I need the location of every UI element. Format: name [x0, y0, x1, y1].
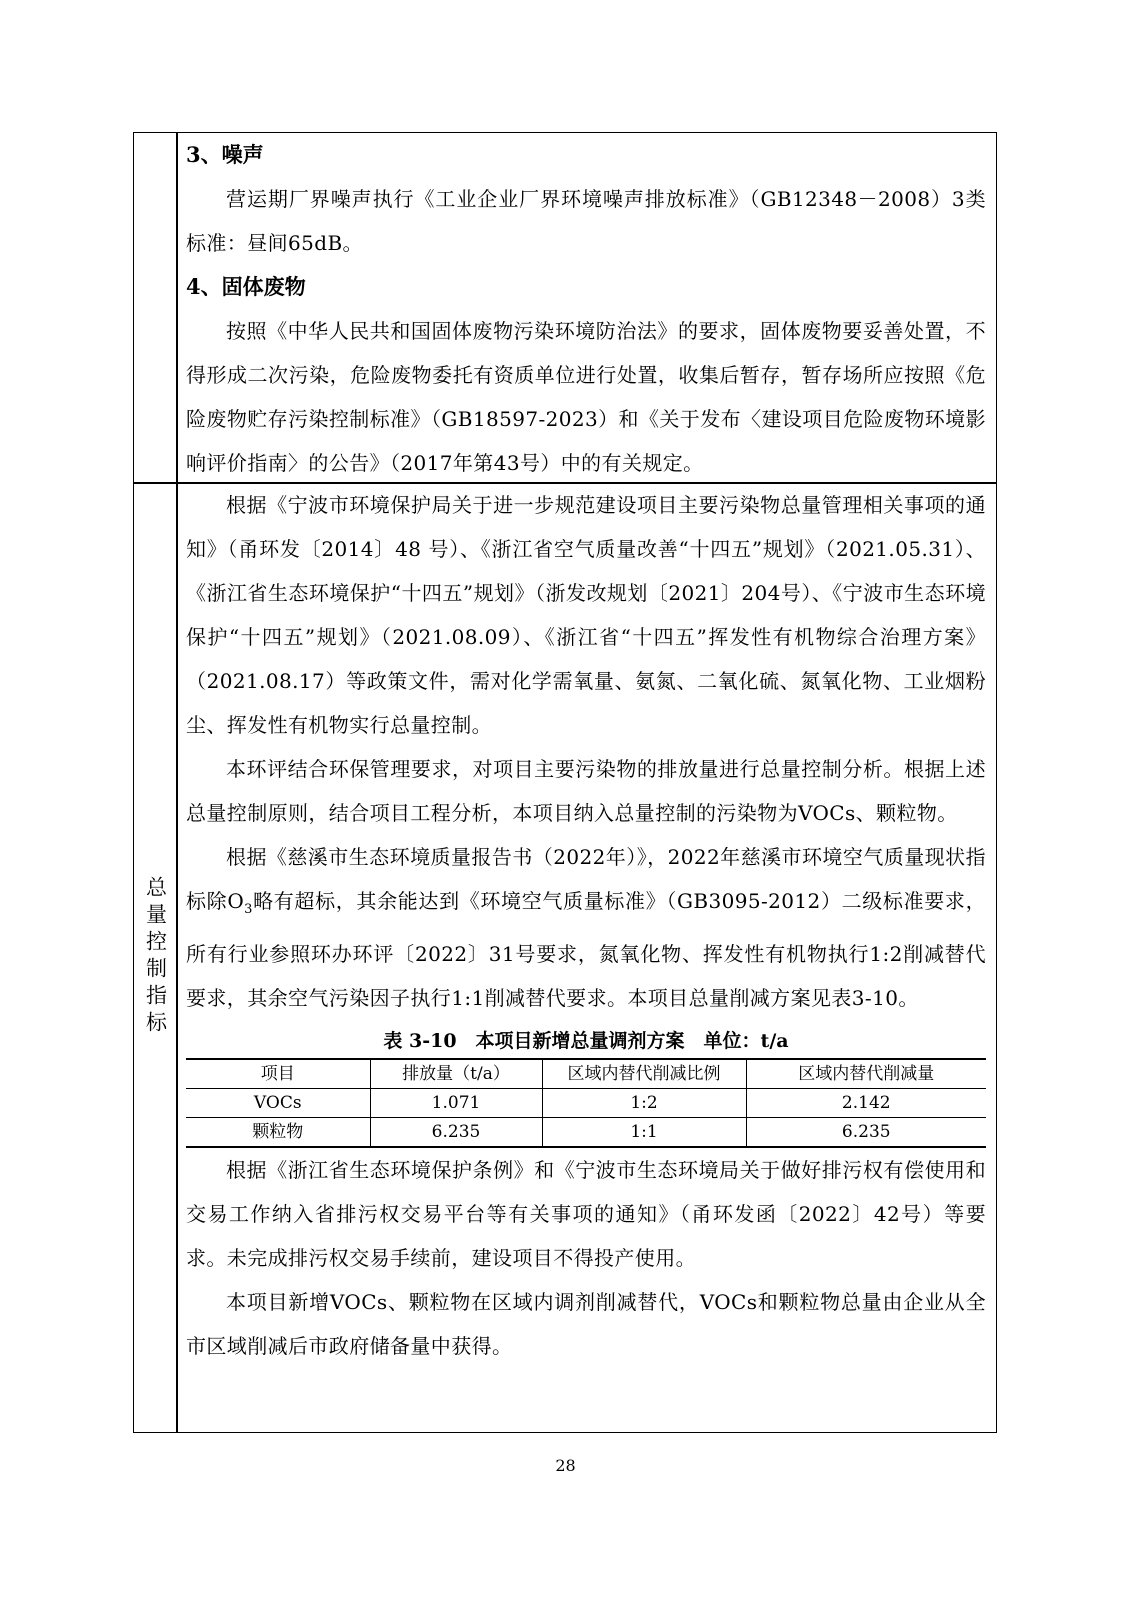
- table-header-cell: 区域内替代削减量: [746, 1059, 986, 1089]
- table-cell: 颗粒物: [186, 1118, 370, 1148]
- solid-waste-text: 按照《中华人民共和国固体废物污染环境防治法》的要求，固体废物要妥善处置，不得形成二次污染，危险废物委托有资质单位进行处置，收集后暂存，暂存场所应按照《危险废物贮存污染控制标准》（GB18597-2023）和《关于发布〈建设项目危险废物环境影响评价指南〉的公告》（2017年第43号）中的有关规定。: [186, 319, 986, 475]
- column-divider: [176, 133, 178, 1432]
- table-header-cell: 区域内替代削减比例: [542, 1059, 746, 1089]
- table-row: [186, 1089, 986, 1118]
- para-3-part-b: 略有超标，其余能达到《环境空气质量标准》（GB3095-2012）二级标准要求，所有行业参照环办环评〔2022〕31号要求，氮氧化物、挥发性有机物执行1:2削减替代要求，其余空气污染因子执行1:1削减替代要求。本项目总量削减方案见表3-10。: [186, 889, 986, 1010]
- ozone-subscript: 3: [244, 902, 253, 917]
- section-label: 总量控制指标: [143, 876, 168, 1038]
- section-label-cell: [134, 482, 176, 1432]
- solid-waste-heading: 4、固体废物: [186, 274, 306, 299]
- table-cell: 6.235: [746, 1118, 986, 1148]
- total-control-para-4: 根据《浙江省生态环境保护条例》和《宁波市生态环境局关于做好排污权有偿使用和交易工作纳入省排污权交易平台等有关事项的通知》（甬环发函〔2022〕42号）等要求。未完成排污权交易手续前，建设项目不得投产使用。: [186, 1158, 986, 1270]
- para-3-part-a: 根据《慈溪市生态环境质量报告书（2022年）》，2022年慈溪市环境空气质量现状指标除O: [186, 845, 986, 913]
- total-control-para-1: 根据《宁波市环境保护局关于进一步规范建设项目主要污染物总量管理相关事项的通知》（甬环发〔2014〕48 号）、《浙江省空气质量改善“十四五”规划》（2021.05.31）、《浙江省生态环境保护“十四五”规划》（浙发改规划〔2021〕204号）、《宁波市生态环境保护“十四五”规划》（2021.08.09）、《浙江省“十四五”挥发性有机物综合治理方案》（2021.08.17）等政策文件，需对化学需氧量、氨氮、二氧化硫、氮氧化物、工业烟粉尘、挥发性有机物实行总量控制。: [186, 493, 986, 737]
- allocation-table: [186, 1058, 986, 1148]
- content-frame: [133, 132, 997, 1433]
- table-header-cell: 排放量（t/a）: [370, 1059, 542, 1089]
- table-cell: VOCs: [186, 1089, 370, 1118]
- table-cell: 1:1: [542, 1118, 746, 1148]
- total-control-para-2: 本环评结合环保管理要求，对项目主要污染物的排放量进行总量控制分析。根据上述总量控制原则，结合项目工程分析，本项目纳入总量控制的污染物为VOCs、颗粒物。: [186, 757, 986, 825]
- table-cell: 6.235: [370, 1118, 542, 1148]
- table-header-row: [186, 1059, 986, 1089]
- total-control-para-5: 本项目新增VOCs、颗粒物在区域内调剂削减替代，VOCs和颗粒物总量由企业从全市区域削减后市政府储备量中获得。: [186, 1290, 986, 1358]
- page-number: 28: [555, 1456, 576, 1475]
- table-cell: 1.071: [370, 1089, 542, 1118]
- table-header-cell: 项目: [186, 1059, 370, 1089]
- standards-section: [186, 133, 986, 485]
- table-caption: 表 3-10 本项目新增总量调剂方案 单位：t/a: [383, 1030, 789, 1052]
- table-row: [186, 1118, 986, 1148]
- total-control-section: [186, 483, 986, 1368]
- table-cell: 1:2: [542, 1089, 746, 1118]
- noise-text: 营运期厂界噪声执行《工业企业厂界环境噪声排放标准》（GB12348－2008）3类标准：昼间65dB。: [186, 187, 986, 255]
- total-control-para-3: [186, 835, 986, 1020]
- table-cell: 2.142: [746, 1089, 986, 1118]
- noise-heading: 3、噪声: [186, 142, 264, 167]
